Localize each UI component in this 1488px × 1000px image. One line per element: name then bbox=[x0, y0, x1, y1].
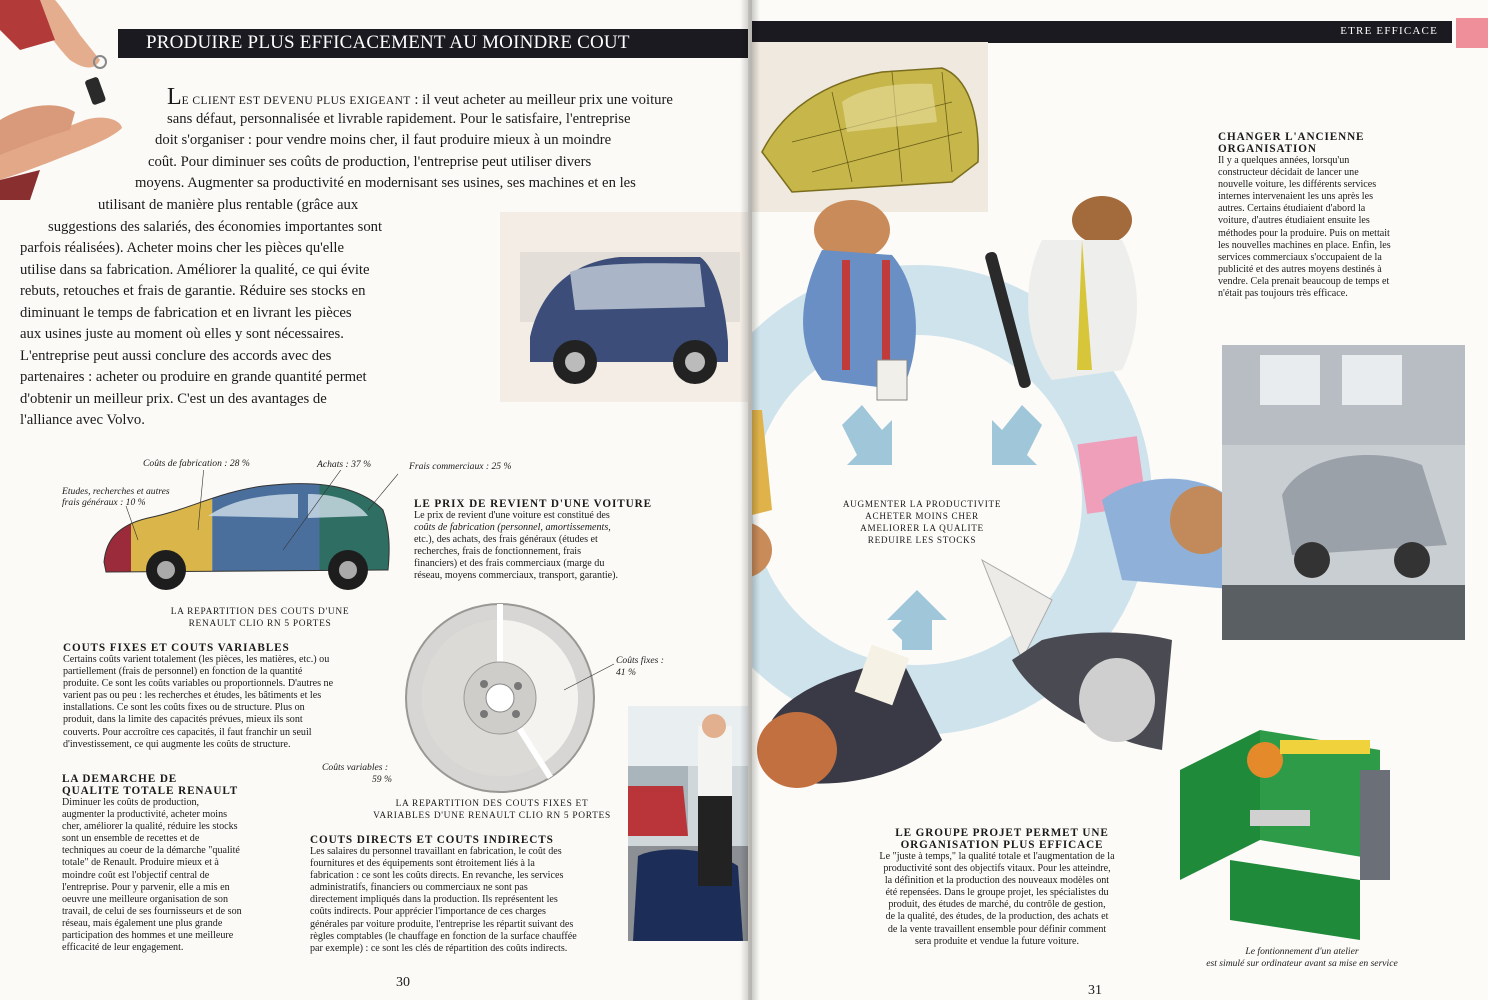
couts-directs-line: générales par voiture produite, l'entreprise les répartit suivant des bbox=[310, 918, 574, 930]
changer-line: n'était pas toujours très efficace. bbox=[1218, 288, 1348, 300]
couts-directs-line: coûts indirects. Pour apprécier l'importance de ces charges bbox=[310, 906, 546, 918]
arrow-icon bbox=[992, 405, 1042, 465]
couts-fixes-line: produite. Ce sont les coûts variables ou proportionnels. D'autres ne bbox=[63, 678, 334, 690]
couts-fixes-line: partiellement (frais de personnel) en fonction de la quantité bbox=[63, 666, 303, 678]
car-segment-achats bbox=[212, 470, 319, 598]
groupe-line: productivité sont des objectifs vitaux. Pour les atteindre, bbox=[883, 863, 1111, 875]
demarche-line: sont un ensemble de recettes et de bbox=[62, 833, 200, 845]
intro-line: diminuant le temps de fabrication et en livrant les pièces bbox=[20, 305, 352, 321]
couts-directs-line: fabrication : ce sont les coûts directs. En revanche, les services bbox=[310, 870, 564, 882]
cycle-text-line: REDUIRE LES STOCKS bbox=[867, 535, 977, 545]
groupe-line: produit, des études de marché, du contrôle de gestion, bbox=[888, 899, 1106, 911]
changer-line: vendre. Cela prenait beaucoup de temps et bbox=[1218, 275, 1390, 287]
couts-fixes-line: produit, dans la limite des capacités prévues, mieux ils sont bbox=[63, 714, 303, 726]
wheel-label-fixes-line2: 41 % bbox=[616, 667, 636, 678]
intro-line: : il veut acheter au meilleur prix une voiture bbox=[410, 92, 673, 108]
changer-line: internes intervenaient les uns après les bbox=[1218, 191, 1373, 203]
label-etudes-line2: frais généraux : 10 % bbox=[62, 497, 146, 508]
couts-fixes-body bbox=[63, 654, 333, 751]
demarche-line: participation des hommes et une meilleure bbox=[62, 930, 234, 942]
cycle-text-line: AMELIORER LA QUALITE bbox=[860, 523, 984, 533]
groupe-line: de la qualité, des études, de la production, des achats et bbox=[885, 911, 1109, 923]
changer-line: publicité et des autres moyens destinés à bbox=[1218, 263, 1382, 275]
intro-line: d'obtenir un meilleur prix. C'est un des avantages de bbox=[20, 391, 327, 407]
intro-line: l'alliance avec Volvo. bbox=[20, 412, 145, 428]
page-number-left: 30 bbox=[396, 975, 410, 990]
car-chart-caption-line1: LA REPARTITION DES COUTS D'UNE bbox=[170, 607, 350, 617]
car-cost-breakdown-chart bbox=[98, 470, 398, 598]
demarche-line: augmenter la productivité, acheter moins bbox=[62, 809, 228, 821]
drop-cap: L bbox=[167, 84, 182, 110]
intro-line: coût. Pour diminuer ses coûts de production, l'entreprise peut utiliser divers bbox=[148, 154, 592, 170]
atelier-caption-line2: est simulé sur ordinateur avant sa mise en service bbox=[1206, 958, 1398, 969]
prix-revient-body bbox=[414, 510, 618, 583]
groupe-body bbox=[852, 851, 1142, 948]
couts-fixes-line: d'investissement, ce qui augmente les coûts de structure. bbox=[63, 738, 291, 750]
couts-fixes-line: varient pas ou peu : les recherches et études, les bâtiments et les bbox=[63, 690, 322, 702]
demarche-body bbox=[62, 797, 242, 954]
demarche-line: cher, améliorer la qualité, réduire les stocks bbox=[62, 821, 238, 833]
demarche-line: travail, de celui de ses fournisseurs et de son bbox=[62, 905, 242, 917]
cycle-text-line: AUGMENTER LA PRODUCTIVITE bbox=[842, 499, 1002, 509]
section-header-bar bbox=[752, 21, 1452, 43]
couts-directs-line: règles comptables (le chauffage en fonction de la surface chauffée bbox=[310, 930, 577, 942]
demarche-heading-line1: LA DEMARCHE DE bbox=[62, 773, 178, 785]
couts-directs-line: Les salaires du personnel travaillant en fabrication, le coût des bbox=[310, 846, 562, 857]
intro-line: utilisant de manière plus rentable (grâce aux bbox=[98, 197, 359, 213]
label-fabrication: Coûts de fabrication : 28 % bbox=[143, 458, 250, 469]
label-frais-commerciaux: Frais commerciaux : 25 % bbox=[409, 461, 512, 472]
label-etudes-line1: Etudes, recherches et autres bbox=[62, 486, 170, 497]
intro-line: parfois réalisées). Acheter moins cher les pièces qu'elle bbox=[20, 240, 345, 256]
prix-revient-line: etc.), des achats, des frais généraux (études et bbox=[414, 534, 598, 546]
changer-line: voiture, d'autres étudiaient ensuite les bbox=[1218, 215, 1370, 227]
person-tool-illustration bbox=[982, 180, 1162, 400]
intro-line: moyens. Augmenter sa productivité en modernisant ses usines, ses machines et en les bbox=[135, 175, 636, 191]
changer-line: Il y a quelques années, lorsqu'un bbox=[1218, 155, 1350, 166]
couts-fixes-line: couverts. Pour accroître ces capacités, il faut franchir un seuil bbox=[63, 726, 312, 738]
prix-revient-heading: LE PRIX DE REVIENT D'UNE VOITURE bbox=[414, 498, 652, 510]
changer-line: les nouvelles machines en place. Enfin, les bbox=[1218, 239, 1391, 251]
couts-directs-line: administratifs, financiers ou commerciaux ne sont pas bbox=[310, 882, 528, 894]
changer-body bbox=[1218, 155, 1391, 300]
wheel-caption-line2: VARIABLES D'UNE RENAULT CLIO RN 5 PORTES bbox=[373, 811, 611, 821]
couts-directs-line: directement impliqués dans la production. Ils représentent les bbox=[310, 894, 558, 906]
intro-line: partenaires : acheter ou produire en grande quantité permet bbox=[20, 369, 367, 385]
groupe-line: Le "juste à temps," la qualité totale et l'augmentation de la bbox=[879, 851, 1115, 862]
demarche-line: Diminuer les coûts de production, bbox=[62, 797, 200, 808]
changer-line: constructeur décidait de lancer une bbox=[1218, 167, 1359, 179]
groupe-heading-line2: ORGANISATION PLUS EFFICACE bbox=[900, 839, 1104, 851]
couts-directs-line: par exemple) : ce sont les clés de répartition des coûts indirects. bbox=[310, 942, 568, 954]
intro-line: sans défaut, personnalisée et livrable rapidement. Pour le satisfaire, l'entreprise bbox=[167, 111, 631, 127]
groupe-line: de la vente travaillent ensemble pour définir comment bbox=[887, 923, 1107, 935]
couts-directs-line: fournitures et des équipements sont étroitement liés à la bbox=[310, 858, 535, 870]
groupe-heading-line1: LE GROUPE PROJET PERMET UNE bbox=[895, 827, 1109, 839]
prix-revient-line: financiers) et des frais commerciaux (marge du bbox=[414, 558, 605, 570]
intro-small-caps: E CLIENT EST DEVENU PLUS EXIGEANT bbox=[181, 95, 411, 107]
intro-line: doit s'organiser : pour vendre moins cher, il faut produire mieux à un moindre bbox=[155, 132, 612, 148]
prix-revient-line: Le prix de revient d'une voiture est constitué des bbox=[414, 510, 610, 521]
demarche-heading-line2: QUALITE TOTALE RENAULT bbox=[62, 785, 239, 797]
demarche-line: efficacité de leur engagement. bbox=[62, 942, 184, 954]
couts-fixes-heading: COUTS FIXES ET COUTS VARIABLES bbox=[63, 642, 290, 654]
intro-line: L'entreprise peut aussi conclure des accords avec des bbox=[20, 348, 332, 364]
changer-line: nouvelle voiture, les différents services bbox=[1218, 179, 1377, 191]
page-title: PRODUIRE PLUS EFFICACEMENT AU MOINDRE COUT bbox=[118, 29, 748, 58]
changer-line: services commerciaux s'occupaient de la bbox=[1218, 251, 1382, 263]
wheel-center bbox=[486, 684, 514, 712]
section-color-tab bbox=[1456, 18, 1488, 48]
changer-heading-line2: ORGANISATION bbox=[1218, 143, 1317, 155]
book-gutter bbox=[740, 0, 760, 1000]
demarche-line: oeuvre une meilleure organisation de son bbox=[62, 893, 229, 905]
cycle-center-text bbox=[832, 498, 1012, 546]
intro-line: rebuts, retouches et frais de garantie. Réduire ses stocks en bbox=[20, 283, 366, 299]
car-chart-caption-line2: RENAULT CLIO RN 5 PORTES bbox=[188, 619, 332, 629]
prix-revient-line: coûts de fabrication (personnel, amortissements, bbox=[414, 522, 611, 534]
wheel-label-variables-line2: 59 % bbox=[372, 774, 392, 785]
right-page bbox=[752, 0, 1488, 1000]
wheel-label-variables-line1: Coûts variables : bbox=[322, 762, 389, 773]
factory-assembly-photo bbox=[1222, 345, 1465, 640]
couts-directs-body bbox=[310, 846, 577, 955]
groupe-line: été repensées. Dans le groupe projet, les spécialistes du bbox=[885, 887, 1109, 899]
wheel-fixed-variable-chart bbox=[400, 600, 600, 800]
demarche-line: moindre coût est l'objectif central de bbox=[62, 869, 210, 881]
changer-line: autres. Certains étudiaient d'abord la bbox=[1218, 203, 1366, 215]
changer-heading-line1: CHANGER L'ANCIENNE bbox=[1218, 131, 1365, 143]
wheel-caption-line1: LA REPARTITION DES COUTS FIXES ET bbox=[395, 799, 589, 809]
prix-revient-line: recherches, frais de fonctionnement, frais bbox=[414, 546, 582, 558]
section-header-label: ETRE EFFICACE bbox=[1340, 25, 1438, 37]
intro-line: aux usines juste au moment où elles y sont nécessaires. bbox=[20, 326, 344, 342]
arrow-icon bbox=[842, 405, 892, 465]
couts-directs-heading: COUTS DIRECTS ET COUTS INDIRECTS bbox=[310, 834, 554, 846]
car-sketch-illustration bbox=[500, 212, 748, 402]
demarche-line: techniques au coeur de la démarche "qualité bbox=[62, 845, 240, 857]
showroom-photo bbox=[628, 706, 748, 941]
person-calculator-illustration bbox=[782, 180, 972, 410]
intro-line: suggestions des salariés, des économies importantes sont bbox=[48, 219, 383, 235]
person-sketching-illustration bbox=[952, 540, 1182, 790]
demarche-line: réseau, mais également une plus grande bbox=[62, 917, 223, 929]
demarche-line: l'entreprise. Pour y parvenir, elle a mis en bbox=[62, 881, 230, 893]
atelier-caption-line1: Le fontionnement d'un atelier bbox=[1245, 946, 1359, 957]
changer-line: méthodes pour la produire. Puis on mettait bbox=[1218, 227, 1390, 239]
groupe-line: sera produite et vendue la future voiture. bbox=[915, 935, 1079, 947]
prix-revient-line: réseau, moyens commerciaux, transport, garantie). bbox=[414, 570, 619, 582]
workshop-simulation-illustration bbox=[1170, 710, 1410, 940]
person-woman-illustration bbox=[752, 630, 952, 830]
groupe-line: la définition et la production des nouveaux modèles ont bbox=[884, 875, 1110, 887]
hand-key-photo bbox=[0, 0, 125, 200]
intro-line: utilise dans sa fabrication. Améliorer la qualité, ce qui évite bbox=[20, 262, 370, 278]
demarche-line: totale" de Renault. Produire mieux et à bbox=[62, 857, 219, 869]
label-achats: Achats : 37 % bbox=[317, 459, 372, 470]
couts-fixes-line: Certains coûts varient totalement (les pièces, les matières, etc.) ou bbox=[63, 654, 330, 665]
page-number-right: 31 bbox=[1088, 983, 1102, 998]
cycle-text-line: ACHETER MOINS CHER bbox=[865, 511, 979, 521]
couts-fixes-line: installations. Ce sont les coûts fixes ou de structure. Plus on bbox=[63, 702, 305, 714]
wheel-fixes-leader-line bbox=[560, 660, 620, 700]
wheel-label-fixes-line1: Coûts fixes : bbox=[616, 655, 664, 666]
